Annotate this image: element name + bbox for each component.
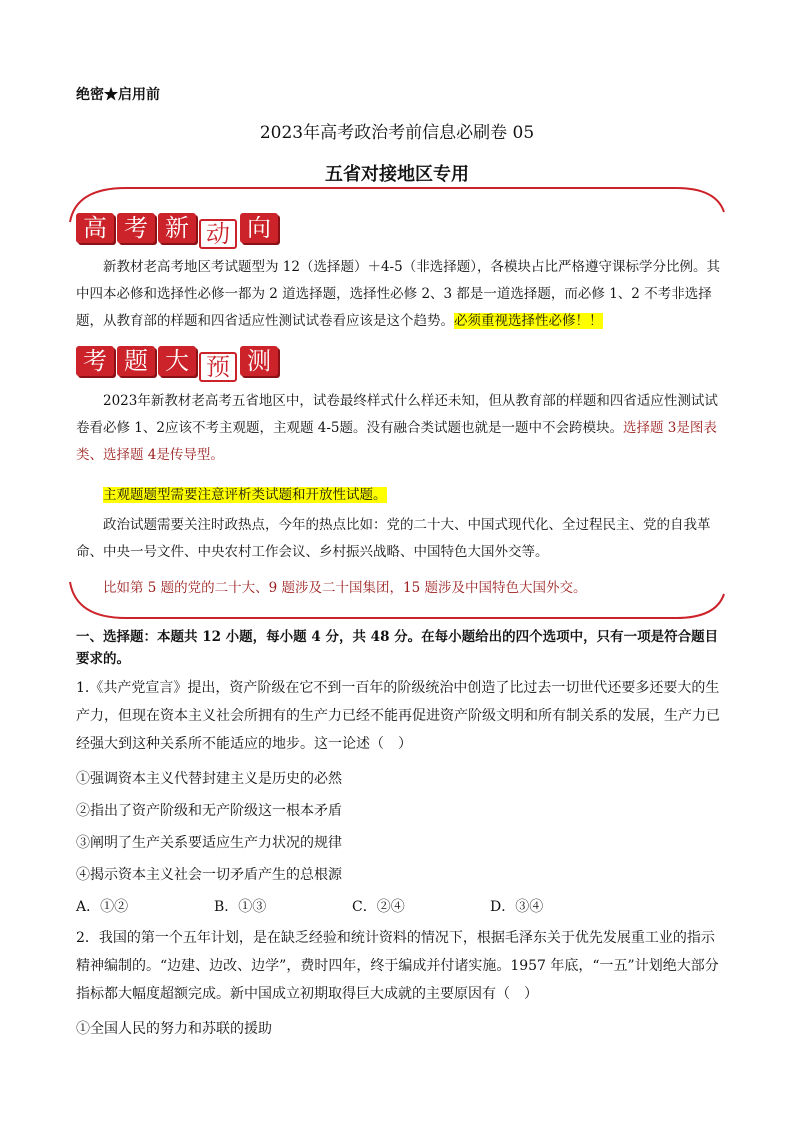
- document-subtitle: 五省对接地区专用: [325, 164, 469, 185]
- banner-char: 题: [117, 346, 155, 376]
- question-1-item: ④揭示资本主义社会一切矛盾产生的总根源: [76, 867, 342, 883]
- question-1-item: ③阐明了生产关系要适应生产力状况的规律: [76, 835, 342, 851]
- question-2-stem: 2．我国的第一个五年计划，是在缺乏经验和统计资料的情况下，根据毛泽东关于优先发展重工业的指示精神编制的。“边建、边改、边学”，费时四年，终于编成并付诸实施。1957 年底，“一五”计划绝大部分指标都大幅度超额完成。新中国成立初期取得巨大成就的主要原因有（ ）: [76, 930, 719, 1002]
- section2-paragraph: [76, 388, 722, 469]
- choice-a: A．①②: [76, 899, 129, 915]
- section2-highlight-paragraph: [76, 482, 722, 509]
- confidential-label: 绝密★启用前: [76, 87, 160, 103]
- choice-c: C．②④: [352, 899, 405, 915]
- section2-examples-paragraph: 比如第 5 题的党的二十大、9 题涉及二十国集团，15 题涉及中国特色大国外交。: [103, 580, 587, 596]
- section2-red-text: 选择题 3是图表类、选择题 4是传导型。: [76, 420, 717, 463]
- question-1-item: ②指出了资产阶级和无产阶级这一根本矛盾: [76, 803, 342, 819]
- banner-char: 考: [117, 213, 155, 243]
- question-1-item: ①强调资本主义代替封建主义是历史的必然: [76, 771, 342, 787]
- banner-char: 新: [158, 213, 196, 243]
- banner-predictions: [76, 346, 278, 382]
- banner-char: 向: [240, 213, 278, 243]
- question-1-stem: 1.《共产党宣言》提出，资产阶级在它不到一百年的阶级统治中创造了比过去一切世代还要多还要大的生产力，但现在资本主义社会所拥有的生产力已经不能再促进资产阶级文明和所有制关系的发展，生产力已经强大到这种关系所不能适应的地步。这一论述（ ）: [76, 680, 720, 752]
- banner-char: 大: [158, 346, 196, 376]
- document-title: 2023年高考政治考前信息必刷卷 05: [259, 123, 535, 143]
- section2-hotspots-paragraph: 政治试题需要关注时政热点，今年的热点比如：党的二十大、中国式现代化、全过程民主、党的自我革命、中央一号文件、中央农村工作会议、乡村振兴战略、中国特色大国外交等。: [76, 517, 711, 560]
- section1-paragraph: [76, 254, 722, 335]
- banner-new-trends: [76, 213, 278, 249]
- choice-d: D．③④: [490, 899, 544, 915]
- banner-char: 考: [76, 346, 114, 376]
- banner-char: 动: [199, 219, 237, 249]
- section1-highlight: 必须重视选择性必修！！: [454, 313, 603, 329]
- banner-char: 预: [199, 352, 237, 382]
- banner-char: 测: [240, 346, 278, 376]
- banner-char: 高: [76, 213, 114, 243]
- section1-text: 新教材老高考地区考试题型为 12（选择题）＋4-5（非选择题），各模块占比严格遵守课标学分比例。其中四本必修和选择性必修一都为 2 道选择题，选择性必修 2、3 都是一道选择题，而必修 1、2 不考非选择题，从教育部的样题和四省适应性测试试卷看应该是这个趋势。: [76, 259, 720, 329]
- section2-highlight: 主观题题型需要注意评析类试题和开放性试题。: [103, 487, 387, 503]
- section-instructions: 一、选择题：本题共 12 小题，每小题 4 分，共 48 分。在每小题给出的四个选项中，只有一项是符合题目要求的。: [76, 629, 719, 667]
- section2-text: 2023年新教材老高考五省地区中，试卷最终样式什么样还未知，但从教育部的样题和四省适应性测试试卷看必修 1、2应该不考主观题，主观题 4-5题。没有融合类试题也就是一题中不会跨模块。: [76, 393, 718, 436]
- question-2-item: ①全国人民的努力和苏联的援助: [76, 1021, 272, 1037]
- question-1-choices: [76, 896, 636, 916]
- choice-b: B．①③: [214, 899, 267, 915]
